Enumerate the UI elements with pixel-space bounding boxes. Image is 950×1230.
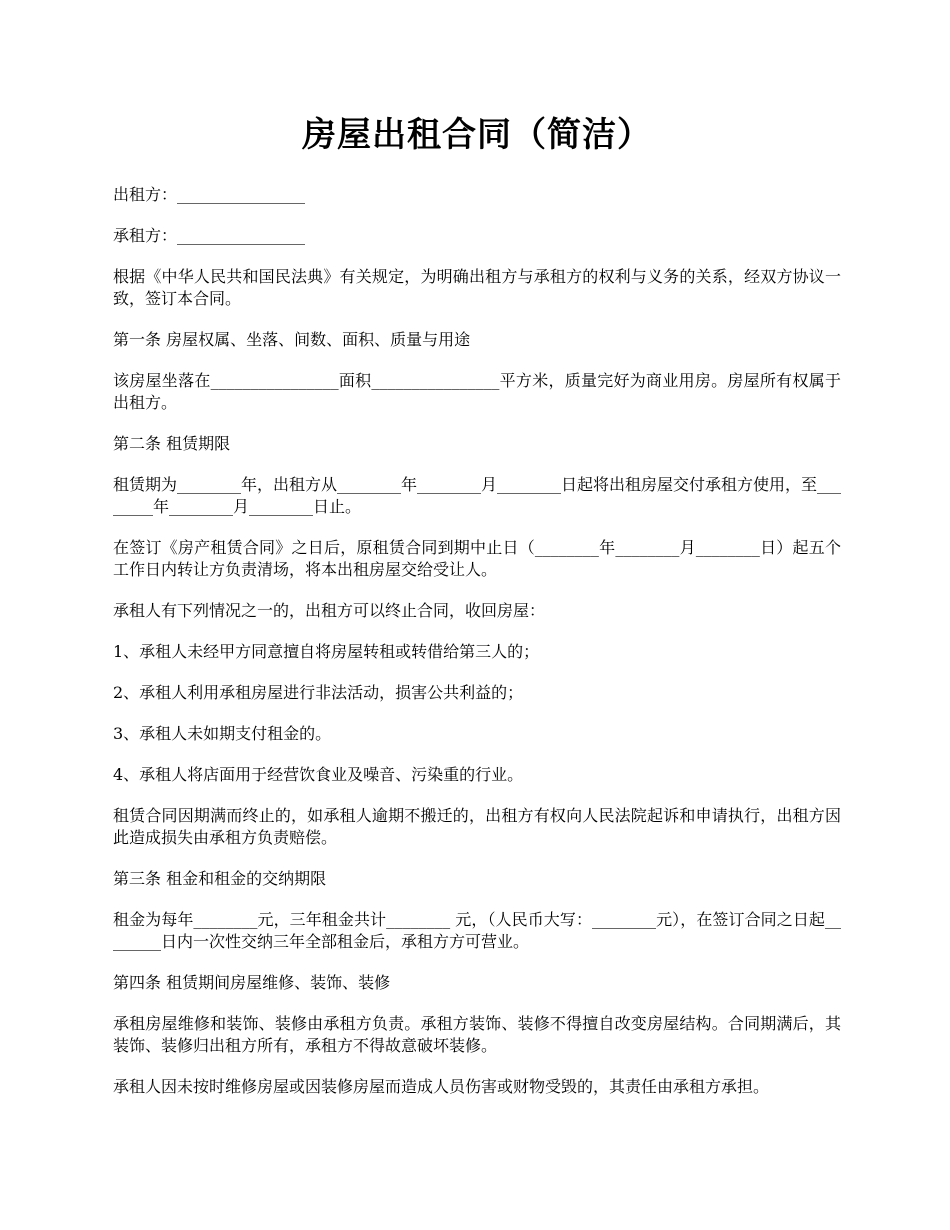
liability-paragraph: 承租人因未按时维修房屋或因装修房屋而造成人员伤害或财物受毁的，其责任由承租方承担。: [113, 1077, 770, 1096]
termination-item-3: 3、承租人未如期支付租金的。: [113, 724, 332, 743]
lease-term-paragraph: 租赁期为________年，出租方从________年________月________日起将出租房屋交付承租方使用，至________年________月________日止。: [113, 475, 842, 516]
termination-item-4: 4、承租人将店面用于经营饮食业及噪音、污染重的行业。: [113, 765, 524, 784]
lessor-line: 出租方：________________: [113, 185, 306, 204]
rent-paragraph: 租金为每年________元，三年租金共计________ 元，（人民币大写：________元），在签订合同之日起________日内一次性交纳三年全部租金后，承租方方可营业。: [113, 910, 841, 951]
document-page: [113, 112, 841, 1117]
article-2-heading: 第二条 租赁期限: [113, 434, 231, 453]
article-1-heading: 第一条 房屋权属、坐落、间数、面积、质量与用途: [113, 330, 471, 349]
expiry-paragraph: 租赁合同因期满而终止的，如承租人逾期不搬迁的，出租方有权向人民法院起诉和申请执行，出租方因此造成损失由承租方负责赔偿。: [113, 806, 841, 847]
termination-item-1: 1、承租人未经甲方同意擅自将房屋转租或转借给第三人的；: [113, 642, 540, 661]
preamble-paragraph: 根据《中华人民共和国民法典》有关规定，为明确出租方与承租方的权利与义务的关系，经双方协议一致，签订本合同。: [113, 267, 841, 308]
termination-intro-paragraph: 承租人有下列情况之一的，出租方可以终止合同，收回房屋：: [113, 601, 546, 620]
article-4-heading: 第四条 租赁期间房屋维修、装饰、装修: [113, 973, 391, 992]
article-1-paragraph: 该房屋坐落在________________面积________________平方米，质量完好为商业用房。房屋所有权属于出租方。: [113, 371, 841, 412]
article-3-heading: 第三条 租金和租金的交纳期限: [113, 869, 327, 888]
lessee-line: 承租方：________________: [113, 226, 306, 245]
handover-paragraph: 在签订《房产租赁合同》之日后，原租赁合同到期中止日（________年________月________日）起五个工作日内转让方负责清场，将本出租房屋交给受让人。: [113, 538, 841, 579]
termination-item-2: 2、承租人利用承租房屋进行非法活动，损害公共利益的；: [113, 683, 524, 702]
maintenance-paragraph: 承租房屋维修和装饰、装修由承租方负责。承租方装饰、装修不得擅自改变房屋结构。合同期满后，其装饰、装修归出租方所有，承租方不得故意破坏装修。: [113, 1014, 841, 1055]
document-title: 房屋出租合同（简洁）: [302, 115, 652, 155]
